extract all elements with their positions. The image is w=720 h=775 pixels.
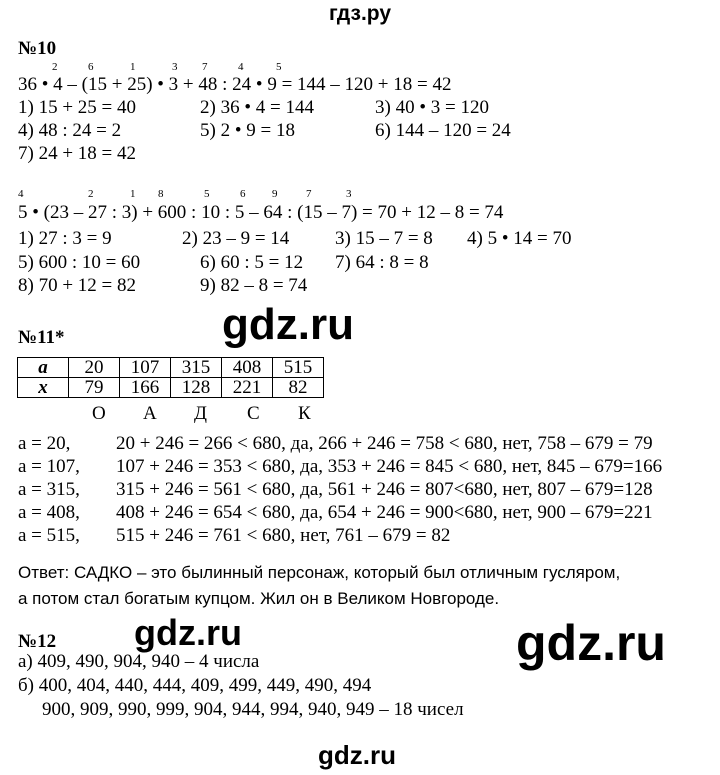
table-head-x: x <box>18 378 69 398</box>
expr1-main: 36 • 4 – (15 + 25) • 3 + 48 : 24 • 9 = 144 – 120 + 18 = 42 <box>18 74 452 95</box>
order-mark: 6 <box>240 188 246 200</box>
order-mark: 8 <box>158 188 164 200</box>
order-mark: 4 <box>238 61 244 73</box>
calc-a: a = 408, <box>18 502 80 523</box>
table-cell: 221 <box>222 378 273 398</box>
answer-line: а потом стал богатым купцом. Жил он в Великом Новгороде. <box>18 589 500 608</box>
letter: А <box>143 403 157 424</box>
order-mark: 5 <box>276 61 282 73</box>
watermark: gdz.ru <box>318 740 396 770</box>
order-mark: 1 <box>130 188 136 200</box>
table-cell: 166 <box>120 378 171 398</box>
expr1-op: 6) 144 – 120 = 24 <box>375 120 511 141</box>
table-cell: 408 <box>222 358 273 378</box>
a-x-table <box>17 357 324 398</box>
expr1-op: 4) 48 : 24 = 2 <box>18 120 122 141</box>
calc-a: a = 315, <box>18 479 80 500</box>
table-cell: 82 <box>273 378 324 398</box>
task12-b1: б) 400, 404, 440, 444, 409, 499, 449, 490, 494 <box>18 675 372 696</box>
letter: О <box>92 403 106 424</box>
letter: Д <box>194 403 207 424</box>
calc-a: a = 515, <box>18 525 80 546</box>
order-mark: 3 <box>346 188 352 200</box>
order-mark: 3 <box>172 61 178 73</box>
task12-title: №12 <box>18 631 57 652</box>
watermark: gdz.ru <box>222 300 354 349</box>
expr2-op: 7) 64 : 8 = 8 <box>335 252 429 273</box>
table-cell: 79 <box>69 378 120 398</box>
task10-title: №10 <box>18 38 57 59</box>
order-mark: 9 <box>272 188 278 200</box>
watermark: gdz.ru <box>516 615 666 671</box>
table-head-a: a <box>18 358 69 378</box>
calc-a: a = 107, <box>18 456 80 477</box>
table-cell: 515 <box>273 358 324 378</box>
expr2-op: 5) 600 : 10 = 60 <box>18 252 141 273</box>
order-mark: 2 <box>52 61 58 73</box>
letter: С <box>247 403 260 424</box>
order-mark: 5 <box>204 188 210 200</box>
site-header: гдз.ру <box>328 2 392 25</box>
order-mark: 4 <box>18 188 24 200</box>
expr1-op: 2) 36 • 4 = 144 <box>200 97 314 118</box>
calc-line: 315 + 246 = 561 < 680, да, 561 + 246 = 807<680, нет, 807 – 679=128 <box>116 479 653 500</box>
task11-title: №11* <box>18 327 65 348</box>
table-row <box>18 378 324 398</box>
expr2-op: 8) 70 + 12 = 82 <box>18 275 137 296</box>
letter: К <box>298 403 311 424</box>
table-cell: 107 <box>120 358 171 378</box>
expr1-op: 5) 2 • 9 = 18 <box>200 120 295 141</box>
calc-line: 20 + 246 = 266 < 680, да, 266 + 246 = 758 < 680, нет, 758 – 679 = 79 <box>116 433 653 454</box>
calc-line: 408 + 246 = 654 < 680, да, 654 + 246 = 900<680, нет, 900 – 679=221 <box>116 502 653 523</box>
expr2-op: 1) 27 : 3 = 9 <box>18 228 112 249</box>
calc-a: a = 20, <box>18 433 71 454</box>
expr2-op: 4) 5 • 14 = 70 <box>467 228 572 249</box>
task12-b2: 900, 909, 990, 999, 904, 944, 994, 940, 949 – 18 чисел <box>42 699 464 720</box>
expr2-op: 9) 82 – 8 = 74 <box>200 275 308 296</box>
answer-line: Ответ: САДКО – это былинный персонаж, который был отличным гусляром, <box>18 563 621 582</box>
table-row <box>18 358 324 378</box>
order-mark: 6 <box>88 61 94 73</box>
order-mark: 7 <box>306 188 312 200</box>
calc-line: 107 + 246 = 353 < 680, да, 353 + 246 = 845 < 680, нет, 845 – 679=166 <box>116 456 663 477</box>
task12-a: а) 409, 490, 904, 940 – 4 числа <box>18 651 260 672</box>
table-cell: 20 <box>69 358 120 378</box>
expr2-op: 2) 23 – 9 = 14 <box>182 228 290 249</box>
expr1-op: 1) 15 + 25 = 40 <box>18 97 137 118</box>
expr2-op: 6) 60 : 5 = 12 <box>200 252 304 273</box>
order-mark: 1 <box>130 61 136 73</box>
watermark: gdz.ru <box>134 612 242 653</box>
expr1-op: 7) 24 + 18 = 42 <box>18 143 137 164</box>
expr1-op: 3) 40 • 3 = 120 <box>375 97 489 118</box>
expr2-main: 5 • (23 – 27 : 3) + 600 : 10 : 5 – 64 : (15 – 7) = 70 + 12 – 8 = 74 <box>18 202 504 223</box>
order-mark: 7 <box>202 61 208 73</box>
table-cell: 128 <box>171 378 222 398</box>
table-cell: 315 <box>171 358 222 378</box>
calc-line: 515 + 246 = 761 < 680, нет, 761 – 679 = 82 <box>116 525 451 546</box>
expr2-op: 3) 15 – 7 = 8 <box>335 228 433 249</box>
order-mark: 2 <box>88 188 94 200</box>
